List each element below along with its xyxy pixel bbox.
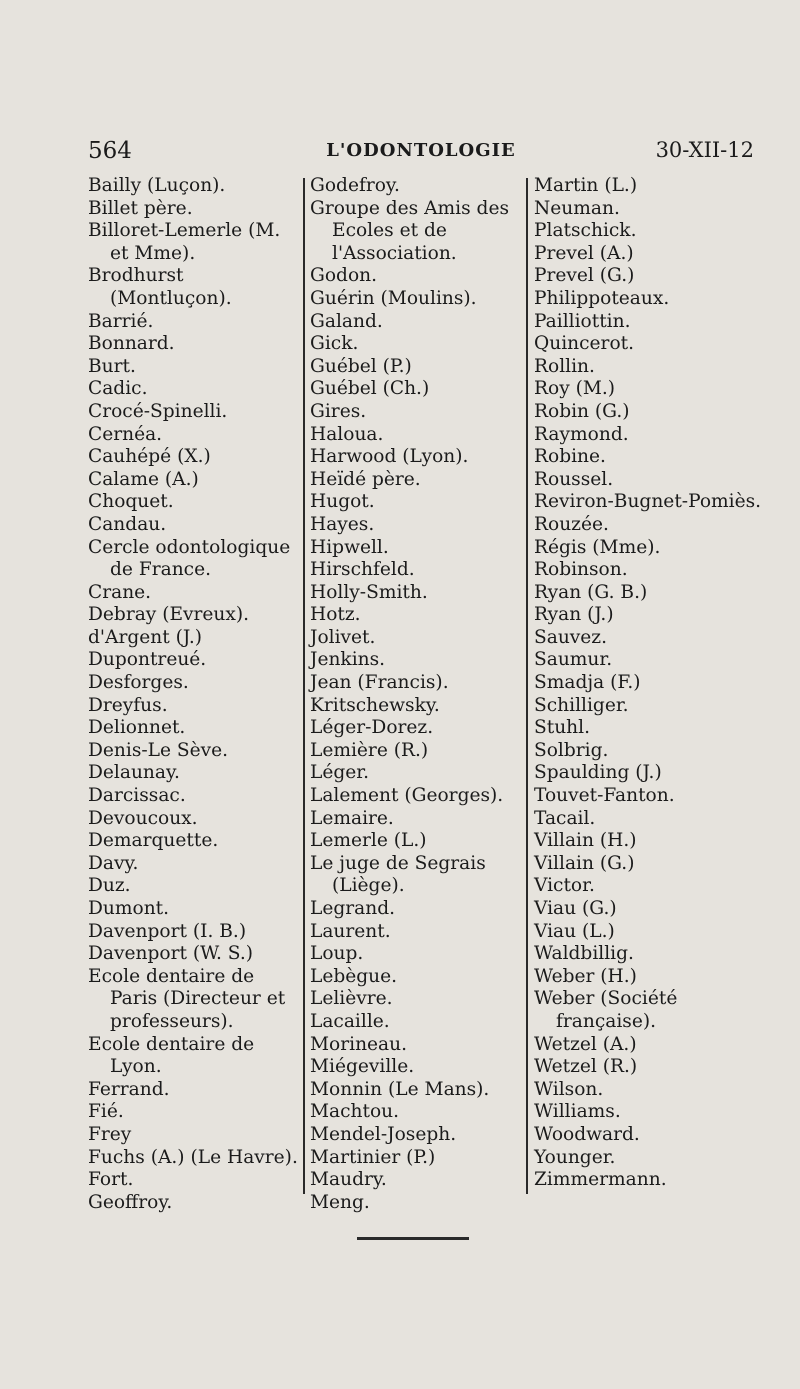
name-column-3	[534, 175, 779, 1192]
list-entry: Cercle odontologique de France.	[88, 536, 291, 581]
list-entry: Schilliger.	[534, 694, 629, 716]
list-entry: Machtou.	[310, 1101, 400, 1123]
list-entry: Lemaire.	[310, 807, 394, 829]
list-entry: Sauvez.	[534, 626, 608, 648]
list-entry: Younger.	[534, 1146, 616, 1168]
list-entry: Hayes.	[310, 513, 375, 535]
list-entry: Lebègue.	[310, 965, 398, 987]
list-entry: Haloua.	[310, 423, 384, 445]
list-entry: Robinson.	[534, 559, 628, 581]
list-entry: Geoffroy.	[88, 1191, 173, 1213]
list-entry: Solbrig.	[534, 739, 609, 761]
list-entry: Smadja (F.)	[534, 672, 641, 694]
list-entry: Rollin.	[534, 355, 595, 377]
list-entry: Cauhépé (X.)	[88, 446, 211, 468]
list-entry: Candau.	[88, 513, 167, 535]
list-entry: Léger-Dorez.	[310, 717, 434, 739]
list-entry: Miégeville.	[310, 1056, 415, 1078]
list-entry: Weber (H.)	[534, 965, 637, 987]
list-entry: Guébel (Ch.)	[310, 378, 430, 400]
list-entry: Woodward.	[534, 1123, 640, 1145]
list-entry: Prevel (G.)	[534, 265, 635, 287]
list-entry: Billoret-Lemerle (M. et Mme).	[88, 220, 281, 264]
list-entry: Reviron-Bugnet-Pomiès.	[534, 491, 762, 513]
list-entry: Davy.	[88, 852, 139, 874]
list-entry: Lalement (Georges).	[310, 785, 504, 807]
list-entry: Philippoteaux.	[534, 287, 670, 309]
list-entry: Hipwell.	[310, 536, 389, 558]
list-entry: Wetzel (A.)	[534, 1033, 637, 1055]
list-entry: Devoucoux.	[88, 807, 198, 829]
list-entry: Waldbillig.	[534, 943, 634, 965]
list-entry: Bonnard.	[88, 333, 175, 355]
list-entry: Lemerle (L.)	[310, 830, 427, 852]
list-entry: Ferrand.	[88, 1078, 170, 1100]
list-entry: Victor.	[534, 875, 595, 897]
list-entry: Denis-Le Sève.	[88, 739, 229, 761]
list-entry: Davenport (I. B.)	[88, 920, 247, 942]
list-entry: Cadic.	[88, 378, 148, 400]
list-entry: Legrand.	[310, 898, 396, 919]
list-entry: Davenport (W. S.)	[88, 943, 254, 965]
list-entry: Jolivet.	[310, 626, 376, 648]
list-entry: Neuman.	[534, 197, 620, 219]
list-entry: Robine.	[534, 446, 606, 468]
list-entry: Quincerot.	[534, 333, 635, 355]
list-entry: Guérin (Moulins).	[310, 287, 477, 309]
list-entry: Choquet.	[88, 491, 174, 513]
page-header	[88, 138, 754, 168]
list-entry: Meng.	[310, 1191, 370, 1213]
list-entry: Mendel-Joseph.	[310, 1123, 457, 1145]
list-entry: Delaunay.	[88, 762, 180, 784]
list-entry: Tacail.	[534, 807, 596, 829]
list-entry: Roy (M.)	[534, 378, 616, 400]
list-entry: Wilson.	[534, 1078, 604, 1100]
list-entry: Viau (G.)	[534, 898, 617, 919]
list-entry: d'Argent (J.)	[88, 626, 203, 648]
list-entry: Calame (A.)	[88, 468, 199, 490]
list-entry: Robin (G.)	[534, 400, 630, 422]
list-entry: Raymond.	[534, 423, 629, 445]
issue-date: 30-XII-12	[655, 138, 754, 162]
list-entry: Dumont.	[88, 898, 170, 919]
list-entry: Cernéa.	[88, 423, 163, 445]
name-column-2	[310, 175, 520, 1214]
list-entry: Martin (L.)	[534, 175, 638, 196]
list-entry: Dupontreué.	[88, 649, 207, 671]
list-entry: Lacaille.	[310, 1010, 390, 1032]
column-divider	[526, 178, 528, 1194]
list-entry: Zimmermann.	[534, 1169, 667, 1191]
list-entry: Fuchs (A.) (Le Havre).	[88, 1146, 298, 1168]
list-entry: Ecole dentaire de Paris (Directeur et professeurs).	[88, 965, 286, 1032]
list-entry: Ryan (G. B.)	[534, 581, 648, 603]
list-entry: Duz.	[88, 875, 131, 897]
list-entry: Wetzel (R.)	[534, 1056, 638, 1078]
list-entry: Régis (Mme).	[534, 536, 661, 558]
list-entry: Guébel (P.)	[310, 355, 412, 377]
list-entry: Heïdé père.	[310, 468, 421, 490]
list-entry: Platschick.	[534, 220, 637, 242]
list-entry: Crane.	[88, 581, 152, 603]
list-entry: Villain (G.)	[534, 852, 635, 874]
list-entry: Dreyfus.	[88, 694, 168, 716]
list-entry: Ryan (J.)	[534, 604, 614, 626]
list-entry: Viau (L.)	[534, 920, 615, 942]
list-entry: Brodhurst (Montluçon).	[88, 265, 232, 309]
list-entry: Burt.	[88, 355, 136, 377]
list-entry: Desforges.	[88, 672, 189, 694]
list-entry: Saumur.	[534, 649, 613, 671]
list-entry: Bailly (Luçon).	[88, 175, 226, 196]
list-entry: Groupe des Amis des Ecoles et de l'Association.	[310, 197, 509, 264]
list-entry: Delionnet.	[88, 717, 186, 739]
list-entry: Fié.	[88, 1101, 124, 1123]
list-entry: Rouzée.	[534, 513, 609, 535]
list-entry: Léger.	[310, 762, 370, 784]
list-entry: Prevel (A.)	[534, 242, 634, 264]
list-entry: Touvet-Fanton.	[534, 785, 675, 807]
list-entry: Gick.	[310, 333, 359, 355]
list-entry: Hirschfeld.	[310, 559, 415, 581]
list-entry: Harwood (Lyon).	[310, 446, 469, 468]
list-entry: Williams.	[534, 1101, 621, 1123]
list-entry: Spaulding (J.)	[534, 762, 662, 784]
list-entry: Martinier (P.)	[310, 1146, 436, 1168]
list-entry: Debray (Evreux).	[88, 604, 250, 626]
list-entry: Monnin (Le Mans).	[310, 1078, 490, 1100]
list-entry: Weber (Société française).	[534, 988, 678, 1032]
list-entry: Darcissac.	[88, 785, 186, 807]
list-entry: Hugot.	[310, 491, 375, 513]
list-entry: Pailliottin.	[534, 310, 631, 332]
list-entry: Le juge de Segrais (Liège).	[310, 852, 486, 897]
list-entry: Barrié.	[88, 310, 154, 332]
list-entry: Billet père.	[88, 197, 193, 219]
list-entry: Laurent.	[310, 920, 391, 942]
list-entry: Holly-Smith.	[310, 581, 428, 603]
list-entry: Frey	[88, 1123, 132, 1145]
list-entry: Lelièvre.	[310, 988, 393, 1010]
list-entry: Jean (Francis).	[310, 672, 449, 694]
list-entry: Ecole dentaire de Lyon.	[88, 1033, 255, 1078]
list-entry: Loup.	[310, 943, 364, 965]
running-title: L'ODONTOLOGIE	[326, 140, 516, 161]
list-entry: Stuhl.	[534, 717, 591, 739]
list-entry: Kritschewsky.	[310, 694, 440, 716]
list-entry: Gires.	[310, 400, 367, 422]
list-entry: Galand.	[310, 310, 383, 332]
list-entry: Godefroy.	[310, 175, 400, 196]
list-entry: Jenkins.	[310, 649, 386, 671]
list-entry: Villain (H.)	[534, 830, 637, 852]
page-number: 564	[88, 138, 132, 164]
list-entry: Hotz.	[310, 604, 361, 626]
list-entry: Morineau.	[310, 1033, 408, 1055]
list-entry: Fort.	[88, 1169, 134, 1191]
list-entry: Godon.	[310, 265, 378, 287]
name-column-1	[88, 175, 300, 1214]
list-entry: Roussel.	[534, 468, 614, 490]
column-divider	[303, 178, 305, 1194]
list-entry: Maudry.	[310, 1169, 387, 1191]
list-entry: Lemière (R.)	[310, 739, 429, 761]
list-entry: Crocé-Spinelli.	[88, 400, 228, 422]
list-entry: Demarquette.	[88, 830, 219, 852]
closing-rule	[357, 1237, 469, 1240]
